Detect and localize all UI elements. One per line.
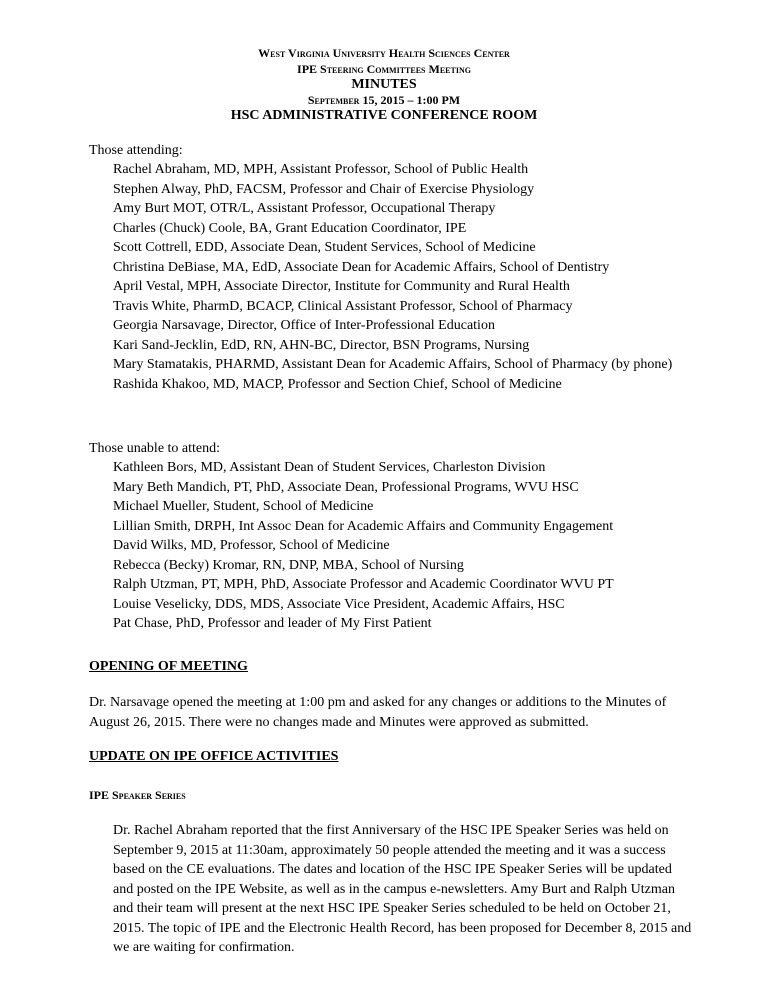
absent-list	[113, 458, 713, 634]
attendee: Rachel Abraham, MD, MPH, Assistant Professor, School of Public Health	[113, 162, 529, 177]
attending-label: Those attending:	[89, 143, 183, 158]
absentee: Lillian Smith, DRPH, Int Assoc Dean for Academic Affairs and Community Engagement	[113, 518, 614, 534]
absentee: Ralph Utzman, PT, MPH, PhD, Associate Professor and Academic Coordinator WVU PT	[113, 577, 614, 592]
attendee: Georgia Narsavage, Director, Office of Inter-Professional Education	[113, 318, 495, 333]
document-type: MINUTES	[351, 77, 417, 92]
meeting-title: IPE Steering Committees Meeting	[297, 61, 471, 76]
absentee: Louise Veselicky, DDS, MDS, Associate Vice President, Academic Affairs, HSC	[113, 596, 565, 612]
attendee: Scott Cottrell, EDD, Associate Dean, Student Services, School of Medicine	[113, 240, 536, 255]
attendee: Travis White, PharmD, BCACP, Clinical Assistant Professor, School of Pharmacy	[113, 298, 573, 314]
attendee: Rashida Khakoo, MD, MACP, Professor and Section Chief, School of Medicine	[113, 376, 562, 392]
attendee: Amy Burt MOT, OTR/L, Assistant Professor, Occupational Therapy	[113, 201, 496, 216]
speaker-series-paragraph: Dr. Rachel Abraham reported that the first Anniversary of the HSC IPE Speaker Series was held on September 9, 2015 at 11:30am, approximately 50 people attended the meeting and it was a success based on the CE evaluations. The dates and location of the HSC IPE Speaker Series will be updated and posted on the IPE Website, as well as in the campus e-newsletters. Amy Burt and Ralph Utzman and their team will present at the next HSC IPE Speaker Series scheduled to be held on October 21, 2015. The topic of IPE and the Electronic Health Record, has been proposed for December 8, 2015 and we are waiting for confirmation.	[113, 823, 692, 955]
attendee: Stephen Alway, PhD, FACSM, Professor and Chair of Exercise Physiology	[113, 181, 535, 197]
attending-list	[113, 160, 713, 394]
absentee: Kathleen Bors, MD, Assistant Dean of Student Services, Charleston Division	[113, 460, 546, 475]
attendee: Charles (Chuck) Coole, BA, Grant Education Coordinator, IPE	[113, 220, 467, 236]
institution-name: West Virginia University Health Sciences Center	[258, 46, 510, 60]
attendee: Mary Stamatakis, PHARMD, Assistant Dean for Academic Affairs, School of Pharmacy (by phone)	[113, 357, 673, 372]
absentee: Michael Mueller, Student, School of Medicine	[113, 499, 374, 514]
meeting-location: HSC ADMINISTRATIVE CONFERENCE ROOM	[230, 108, 538, 123]
meeting-datetime: September 15, 2015 – 1:00 PM	[307, 92, 461, 107]
speaker-series-subheading: IPE Speaker Series	[89, 788, 186, 802]
absentee: Pat Chase, PhD, Professor and leader of My First Patient	[113, 616, 432, 631]
document-header	[0, 46, 768, 124]
attendee: Christina DeBiase, MA, EdD, Associate Dean for Academic Affairs, School of Dentistry	[113, 259, 610, 275]
update-heading: UPDATE ON IPE OFFICE ACTIVITIES	[89, 749, 339, 764]
attendee: Kari Sand-Jecklin, EdD, RN, AHN-BC, Director, BSN Programs, Nursing	[113, 337, 530, 353]
attendee: April Vestal, MPH, Associate Director, Institute for Community and Rural Health	[113, 279, 570, 294]
absentee: David Wilks, MD, Professor, School of Medicine	[113, 538, 390, 553]
opening-heading: OPENING OF MEETING	[89, 659, 248, 674]
absentee: Mary Beth Mandich, PT, PhD, Associate Dean, Professional Programs, WVU HSC	[113, 479, 579, 495]
opening-paragraph: Dr. Narsavage opened the meeting at 1:00 pm and asked for any changes or additions to the Minutes of August 26, 2015. There were no changes made and Minutes were approved as submitted.	[89, 695, 667, 730]
absent-label: Those unable to attend:	[89, 441, 221, 456]
absentee: Rebecca (Becky) Kromar, RN, DNP, MBA, School of Nursing	[113, 557, 464, 573]
